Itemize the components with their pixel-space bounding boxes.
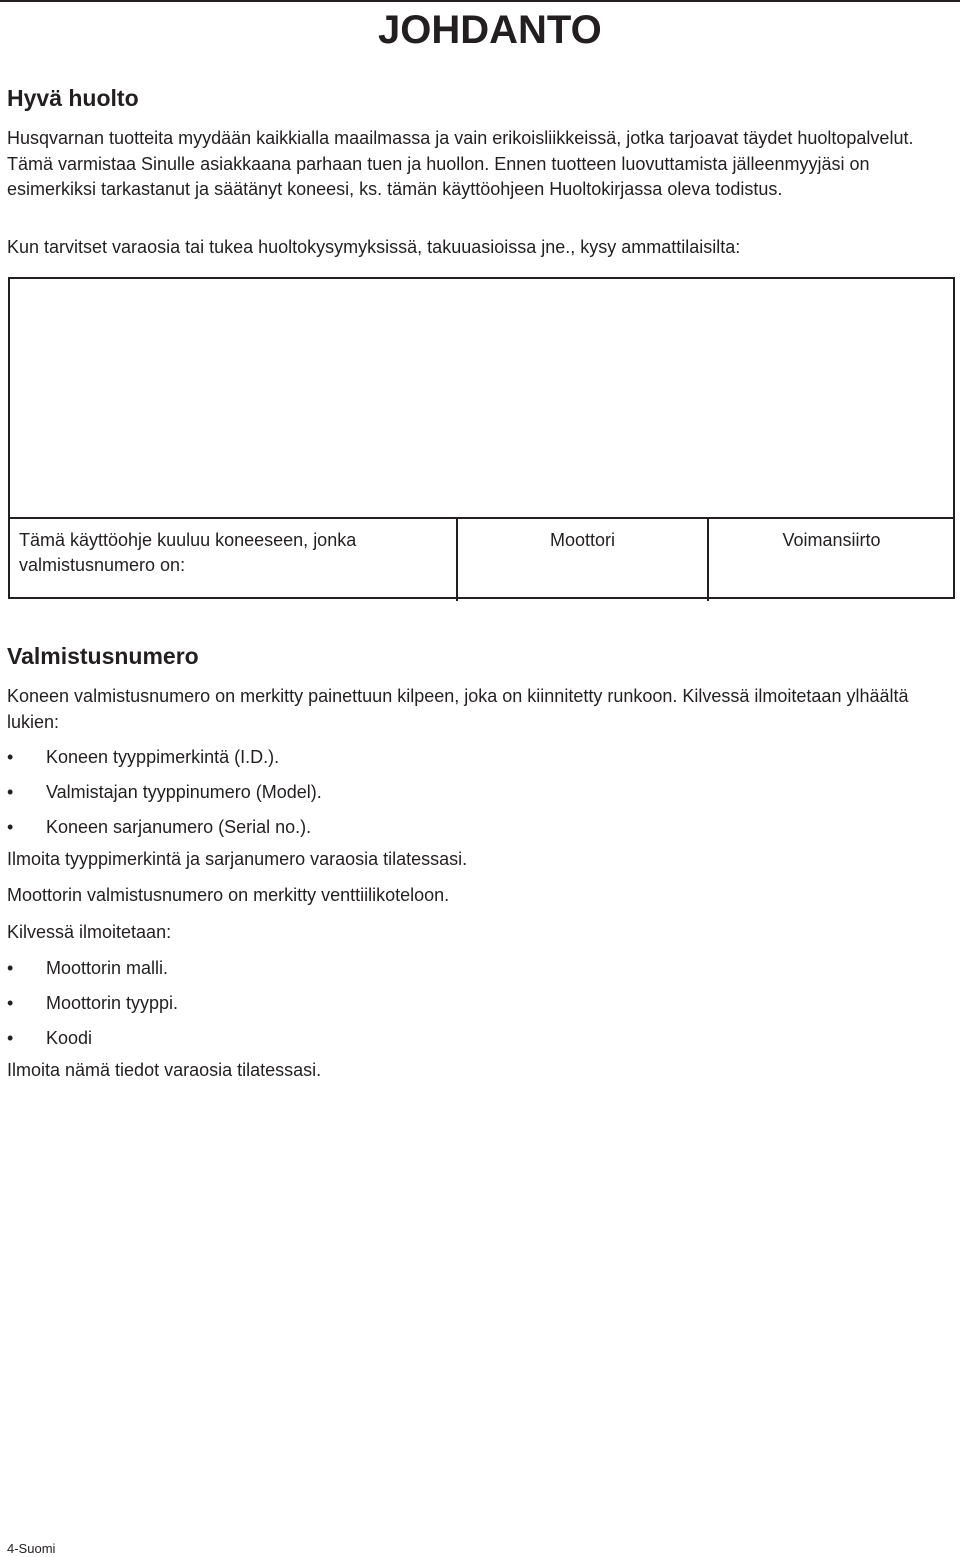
bullet-icon: • — [7, 1028, 14, 1048]
list-item-text: Koneen sarjanumero (Serial no.). — [46, 817, 312, 837]
page-title: JOHDANTO — [378, 8, 602, 52]
list-item-text: Moottorin malli. — [46, 958, 169, 978]
support-paragraph: Kun tarvitset varaosia tai tukea huoltokysymyksissä, takuuasioissa jne., kysy ammattilaisilta: — [7, 237, 741, 257]
bullet-icon: • — [7, 993, 14, 1013]
list-item-text: Koneen tyyppimerkintä (I.D.). — [46, 747, 280, 767]
transmission-cell: Voimansiirto — [782, 530, 881, 550]
engine-plate-intro: Kilvessä ilmoitetaan: — [7, 922, 172, 942]
section-heading-serial-number: Valmistusnumero — [7, 643, 199, 669]
section-heading-good-service: Hyvä huolto — [7, 85, 139, 111]
serial-number-table — [10, 517, 953, 601]
list-item-text: Koodi — [46, 1028, 93, 1048]
header-rule — [0, 0, 960, 2]
list-item-text: Valmistajan tyyppinumero (Model). — [46, 782, 322, 802]
dealer-stamp-box — [8, 277, 955, 599]
list-item-text: Moottorin tyyppi. — [46, 993, 179, 1013]
bullet-icon: • — [7, 782, 14, 802]
engine-note: Moottorin valmistusnumero on merkitty venttiilikoteloon. — [7, 885, 450, 905]
final-note: Ilmoita nämä tiedot varaosia tilatessasi. — [7, 1060, 322, 1080]
intro-paragraph: Husqvarnan tuotteita myydään kaikkialla maailmassa ja vain erikoisliikkeissä, jotka tarjoavat täydet huoltopalvelut. Tämä varmistaa Sinulle asiakkaana parhaan tuen ja huollon. Ennen tuotteen luovuttamista jälleenmyyjäsi on esimerkiksi tarkastanut ja säätänyt koneesi, ks. tämän käyttöohjeen Huoltokirjassa oleva todistus. — [7, 128, 914, 199]
bullet-icon: • — [7, 958, 14, 978]
engine-cell: Moottori — [458, 519, 709, 601]
bullet-icon: • — [7, 817, 14, 837]
bullet-icon: • — [7, 747, 14, 767]
page-footer: 4-Suomi — [7, 1541, 56, 1556]
serial-number-label-cell: Tämä käyttöohje kuuluu koneeseen, jonka valmistusnumero on: — [10, 519, 458, 601]
order-note: Ilmoita tyyppimerkintä ja sarjanumero varaosia tilatessasi. — [7, 849, 468, 869]
serial-intro-paragraph: Koneen valmistusnumero on merkitty painettuun kilpeen, joka on kiinnitetty runkoon. Kilvessä ilmoitetaan ylhäältä lukien: — [7, 686, 909, 732]
